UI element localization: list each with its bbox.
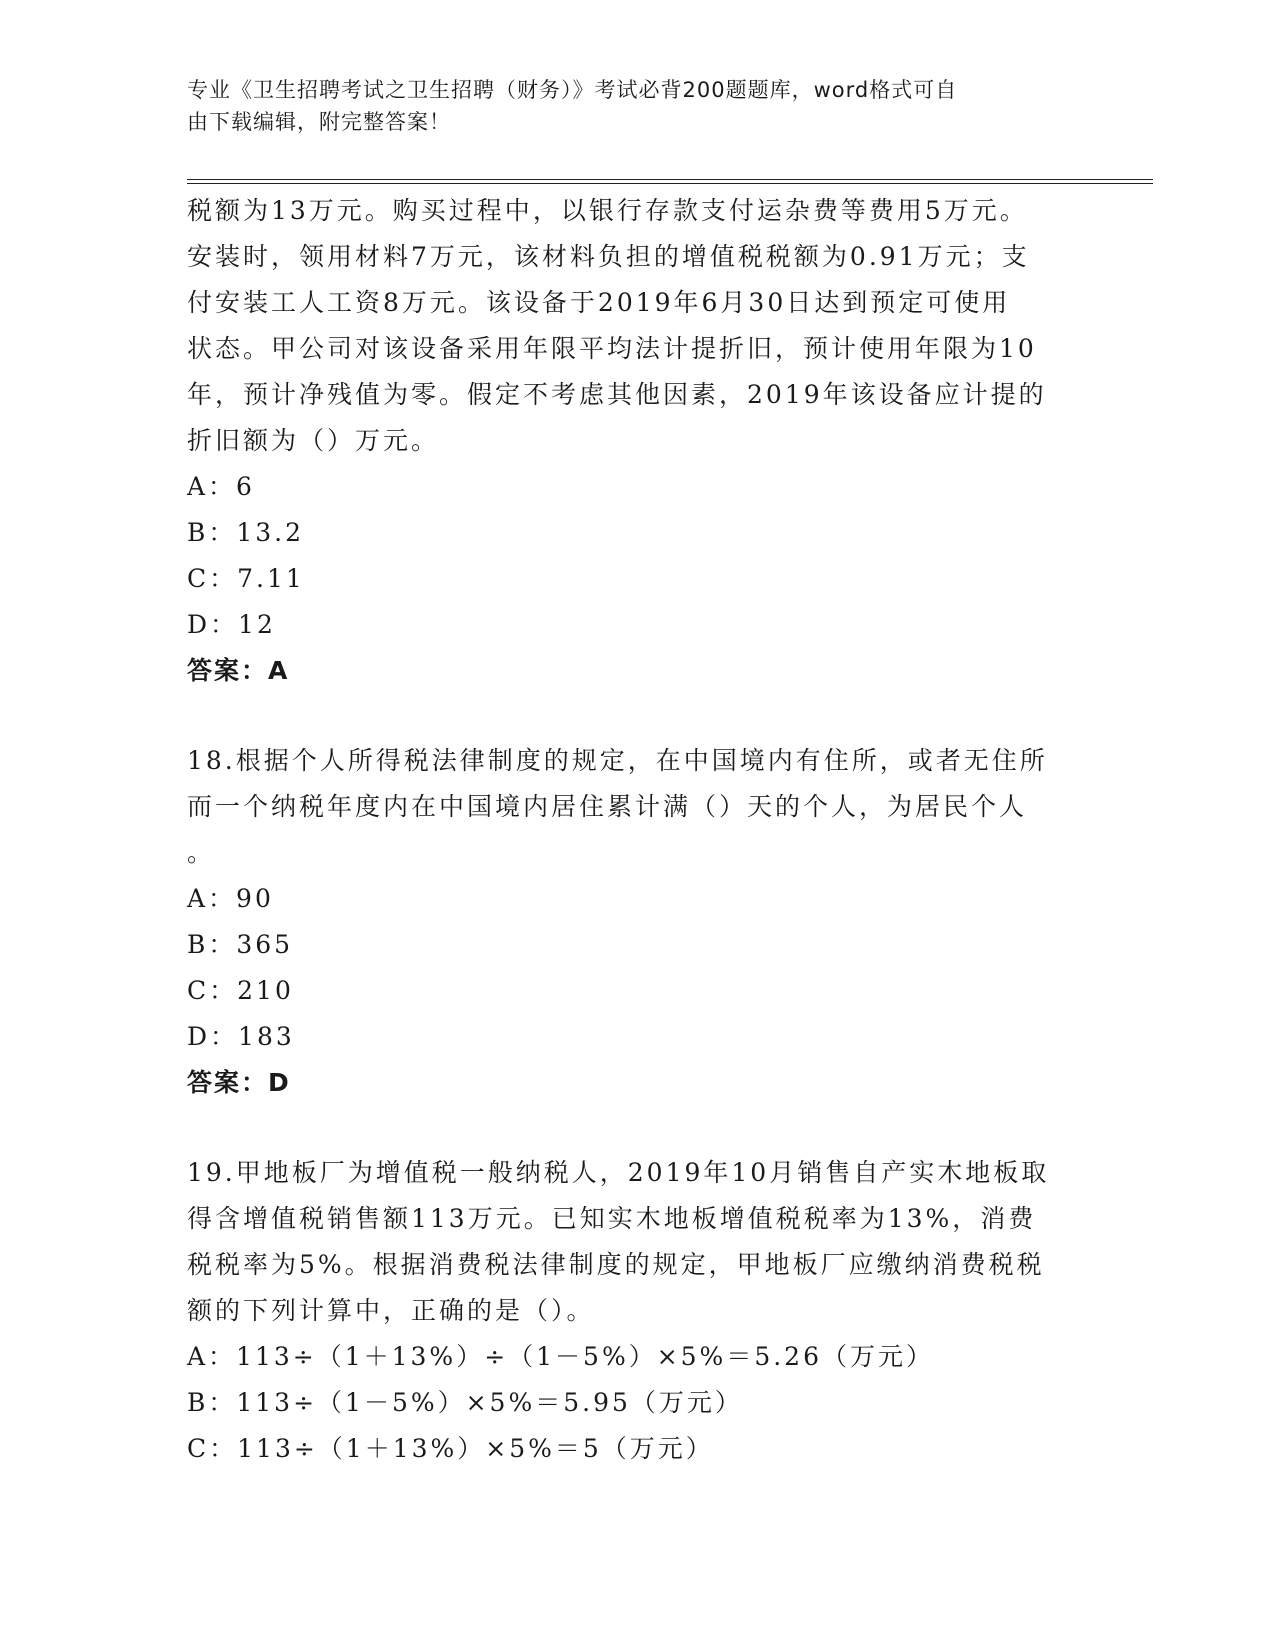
option-a: A：90: [187, 884, 274, 913]
option-b: B：365: [187, 930, 294, 959]
option-d: D：12: [187, 610, 276, 639]
answer-label: 答案：A: [187, 656, 290, 685]
question-spacer: [187, 694, 1087, 738]
header-divider-top: [187, 179, 1153, 180]
question-19: [187, 1150, 1087, 1472]
question-stem-line: 付安装工人工资8万元。该设备于2019年6月30日达到预定可使用: [187, 288, 1011, 317]
option-c: C：210: [187, 976, 294, 1005]
question-stem-line: 19.甲地板厂为增值税一般纳税人，2019年10月销售自产实木地板取: [187, 1158, 1050, 1187]
option-d: D：183: [187, 1022, 295, 1051]
header-title-line-1: 专业《卫生招聘考试之卫生招聘（财务）》考试必背200题题库，word格式可自: [187, 78, 958, 102]
option-c: C：113÷（1＋13%）×5%＝5（万元）: [187, 1434, 714, 1463]
document-header: [187, 74, 1087, 138]
question-stem-line: 。: [187, 838, 216, 867]
option-b: B：13.2: [187, 518, 305, 547]
question-stem-line: 年，预计净残值为零。假定不考虑其他因素，2019年该设备应计提的: [187, 380, 1047, 409]
question-stem-line: 折旧额为（）万元。: [187, 426, 440, 455]
question-stem-line: 得含增值税销售额113万元。已知实木地板增值税税率为13%，消费: [187, 1204, 1037, 1233]
question-stem-line: 税额为13万元。购买过程中，以银行存款支付运杂费等费用5万元。: [187, 196, 1028, 225]
header-title-line-2: 由下载编辑，附完整答案！: [187, 110, 451, 134]
question-18: [187, 738, 1087, 1106]
question-stem-line: 而一个纳税年度内在中国境内居住累计满（）天的个人，为居民个人: [187, 792, 1028, 821]
option-a: A：6: [187, 472, 255, 501]
question-stem-line: 状态。甲公司对该设备采用年限平均法计提折旧，预计使用年限为10: [187, 334, 1037, 363]
option-a: A：113÷（1＋13%）÷（1－5%）×5%＝5.26（万元）: [187, 1342, 934, 1371]
question-stem-line: 额的下列计算中，正确的是（）。: [187, 1296, 595, 1325]
question-stem-line: 安装时，领用材料7万元，该材料负担的增值税税额为0.91万元；支: [187, 242, 1030, 271]
question-stem-line: 税税率为5%。根据消费税法律制度的规定，甲地板厂应缴纳消费税税: [187, 1250, 1045, 1279]
option-b: B：113÷（1－5%）×5%＝5.95（万元）: [187, 1388, 743, 1417]
option-c: C：7.11: [187, 564, 305, 593]
question-spacer: [187, 1106, 1087, 1150]
question-17: [187, 188, 1087, 694]
document-body: [187, 188, 1087, 1472]
header-divider-bottom: [187, 183, 1153, 184]
question-stem-line: 18.根据个人所得税法律制度的规定，在中国境内有住所，或者无住所: [187, 746, 1048, 775]
answer-label: 答案：D: [187, 1068, 291, 1097]
